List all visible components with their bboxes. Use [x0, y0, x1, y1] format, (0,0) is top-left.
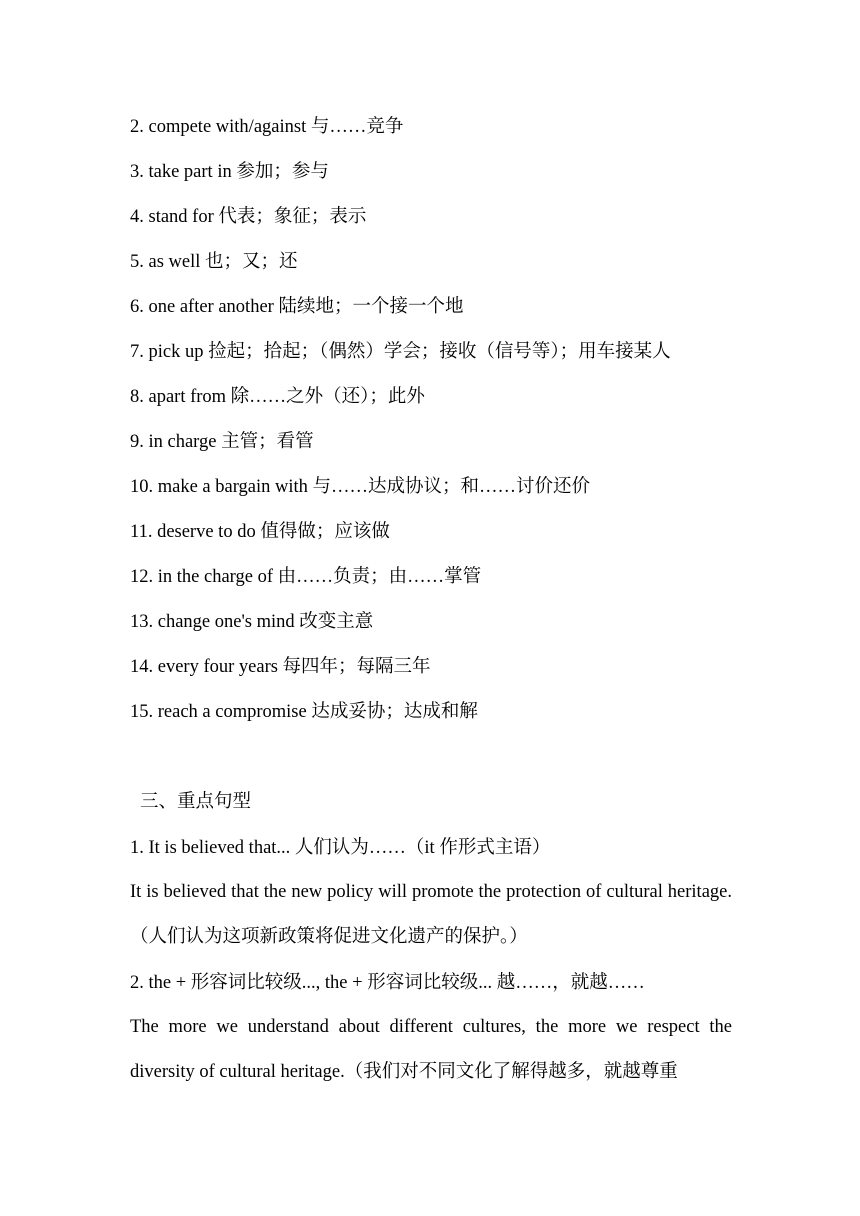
phrase-item: 11. deserve to do 值得做；应该做 — [130, 522, 390, 542]
sentence-pattern: 2. the + 形容词比较级..., the + 形容词比较级... 越……，就越…… — [130, 973, 645, 993]
phrase-item: 14. every four years 每四年；每隔三年 — [130, 657, 431, 677]
sentence-pattern: 1. It is believed that... 人们认为……（it 作形式主语） — [130, 838, 551, 858]
example-sentence: The more we understand about different cultures, the more we respect the diversity of cultural heritage.（我们对不同文化了解得越多，就越尊重 — [130, 1017, 732, 1082]
phrase-item: 5. as well 也；又；还 — [130, 252, 298, 272]
phrase-item: 13. change one's mind 改变主意 — [130, 612, 374, 632]
phrase-item: 3. take part in 参加；参与 — [130, 162, 329, 182]
phrase-item: 4. stand for 代表；象征；表示 — [130, 207, 367, 227]
phrase-item: 7. pick up 捡起；拾起；（偶然）学会；接收（信号等）；用车接某人 — [130, 342, 671, 362]
section-heading: 三、重点句型 — [140, 792, 252, 812]
phrase-item: 8. apart from 除……之外（还）；此外 — [130, 387, 425, 407]
phrase-item: 12. in the charge of 由……负责；由……掌管 — [130, 567, 482, 587]
example-sentence: It is believed that the new policy will promote the protection of cultural heritage.（人们认为这项新政策将促进文化遗产的保护。） — [130, 882, 732, 947]
phrase-item: 2. compete with/against 与……竞争 — [130, 117, 404, 137]
phrase-item: 6. one after another 陆续地；一个接一个地 — [130, 297, 464, 317]
phrase-item: 9. in charge 主管；看管 — [130, 432, 314, 452]
phrase-item: 10. make a bargain with 与……达成协议；和……讨价还价 — [130, 477, 591, 497]
phrase-item: 15. reach a compromise 达成妥协；达成和解 — [130, 702, 478, 722]
